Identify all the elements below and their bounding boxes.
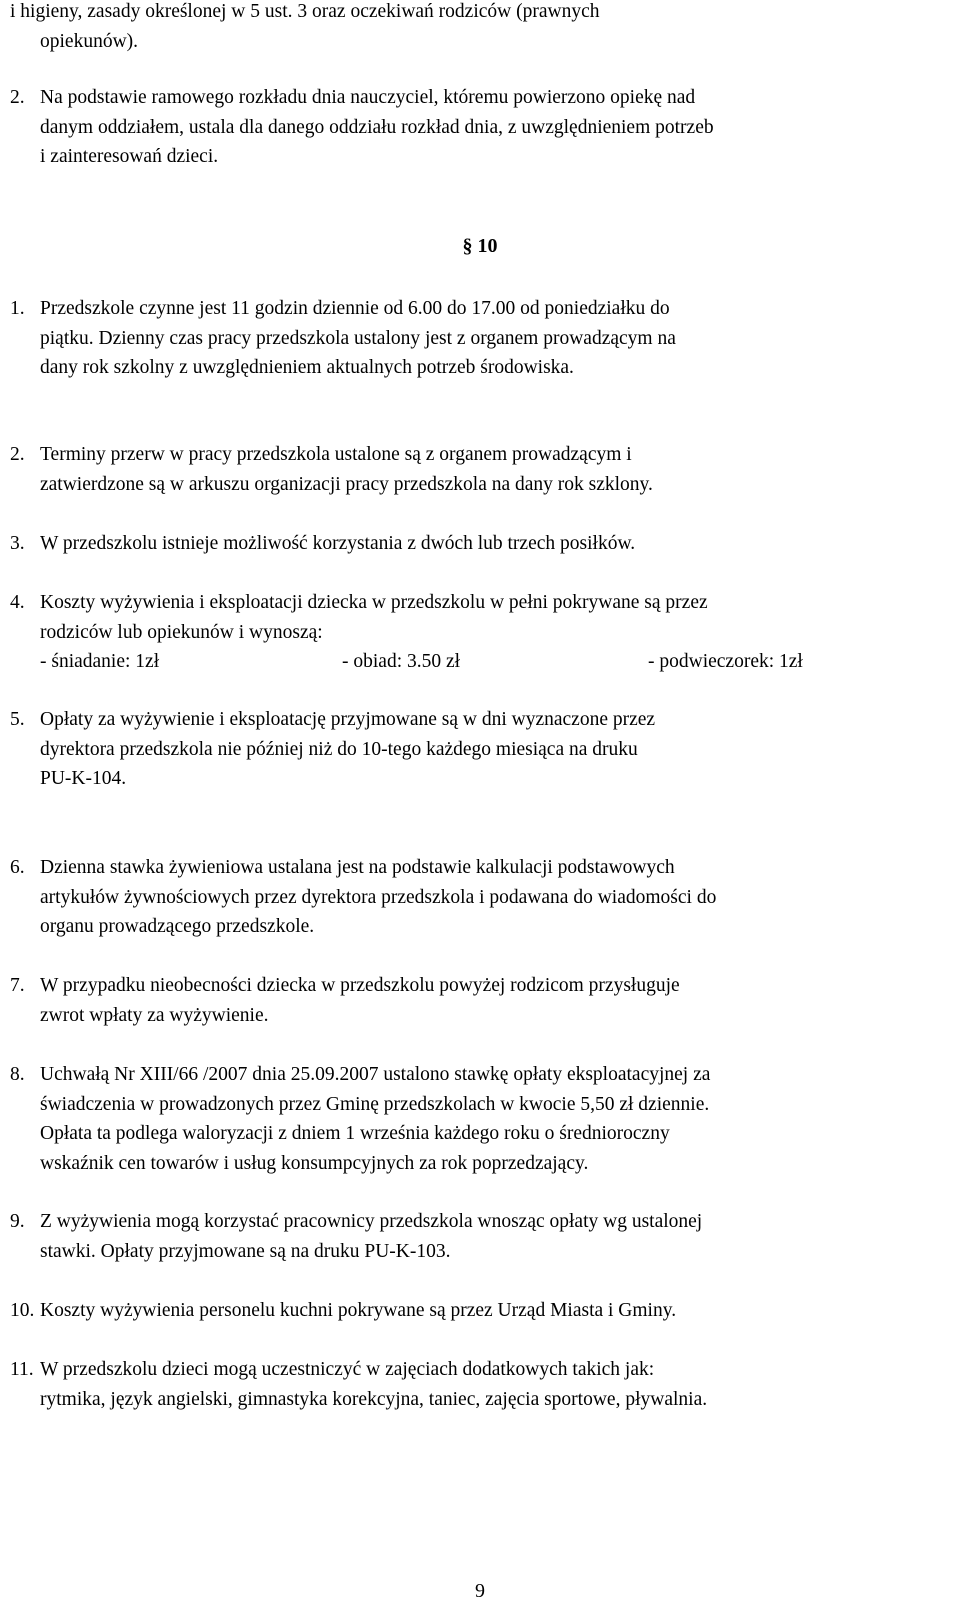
section-sign-icon: §	[462, 235, 473, 257]
text-line: Opłaty za wyżywienie i eksploatację przyjmowane są w dni wyznaczone przez	[40, 709, 656, 730]
meal-breakfast: - śniadanie: 1zł	[40, 651, 160, 672]
text-line: dany rok szkolny z uwzględnieniem aktualnych potrzeb środowiska.	[40, 357, 574, 378]
list-item-11	[10, 1355, 940, 1414]
list-item-10	[10, 1296, 940, 1326]
text-line: stawki. Opłaty przyjmowane są na druku PU-K-103.	[40, 1240, 451, 1262]
meal-lunch: - obiad: 3.50 zł	[342, 651, 461, 672]
text-line: rodziców lub opiekunów i wynoszą:	[40, 621, 323, 643]
continuation-paragraph	[10, 0, 940, 56]
item-number: 10.	[10, 1300, 35, 1321]
item-number: 3.	[10, 533, 25, 554]
text-line: Z wyżywienia mogą korzystać pracownicy przedszkola wnosząc opłaty wg ustalonej	[40, 1211, 703, 1232]
item-number: 5.	[10, 709, 25, 730]
text-line: dyrektora przedszkola nie później niż do 10-tego każdego miesiąca na druku	[40, 738, 638, 760]
text-line: Na podstawie ramowego rozkładu dnia nauczyciel, któremu powierzono opiekę nad	[40, 87, 696, 108]
item-number: 6.	[10, 857, 25, 878]
item-number: 11.	[10, 1359, 34, 1380]
text-line: opiekunów).	[40, 30, 139, 52]
text-line: zwrot wpłaty za wyżywienie.	[40, 1004, 269, 1026]
text-line: organu prowadzącego przedszkole.	[40, 916, 315, 937]
text-line: i zainteresowań dzieci.	[40, 146, 219, 167]
text-line: danym oddziałem, ustala dla danego oddziału rozkład dnia, z uwzględnieniem potrzeb	[40, 116, 714, 138]
list-item-5	[10, 705, 940, 794]
text-line: rytmika, język angielski, gimnastyka korekcyjna, taniec, zajęcia sportowe, pływalnia.	[40, 1388, 708, 1410]
text-line: Przedszkole czynne jest 11 godzin dziennie od 6.00 do 17.00 od poniedziałku do	[40, 298, 670, 319]
text-line: Uchwałą Nr XIII/66 /2007 dnia 25.09.2007 ustalono stawkę opłaty eksploatacyjnej za	[40, 1064, 711, 1085]
text-line: artykułów żywnościowych przez dyrektora przedszkola i podawana do wiadomości do	[40, 886, 717, 908]
text-line: Terminy przerw w pracy przedszkola ustalone są z organem prowadzącym i	[40, 444, 632, 465]
item-number: 2.	[10, 87, 25, 108]
list-item-6	[10, 853, 940, 942]
list-item-4	[10, 588, 940, 677]
text-line: Koszty wyżywienia i eksploatacji dziecka w przedszkolu w pełni pokrywane są przez	[40, 592, 708, 613]
text-line: piątku. Dzienny czas pracy przedszkola ustalony jest z organem prowadzącym na	[40, 327, 676, 349]
text-line: wskaźnik cen towarów i usług konsumpcyjnych za rok poprzedzający.	[40, 1152, 589, 1174]
item-number: 4.	[10, 592, 25, 613]
item-number: 2.	[10, 444, 25, 465]
item-number: 8.	[10, 1064, 25, 1085]
meal-snack: - podwieczorek: 1zł	[648, 651, 803, 672]
text-line: W przedszkolu istnieje możliwość korzystania z dwóch lub trzech posiłków.	[40, 533, 636, 554]
list-item-8	[10, 1060, 940, 1178]
text-line: Koszty wyżywienia personelu kuchni pokrywane są przez Urząd Miasta i Gminy.	[40, 1300, 677, 1321]
meal-prices	[40, 647, 940, 677]
list-item-3	[10, 529, 940, 559]
text-line: Dzienna stawka żywieniowa ustalana jest na podstawie kalkulacji podstawowych	[40, 857, 675, 878]
item-number: 9.	[10, 1211, 25, 1232]
prev-list-item-2	[10, 83, 940, 172]
text-line: zatwierdzone są w arkuszu organizacji pracy przedszkola na dany rok szklony.	[40, 473, 653, 495]
list-item-1	[10, 294, 940, 383]
text-line: Opłata ta podlega waloryzacji z dniem 1 września każdego roku o średnioroczny	[40, 1123, 670, 1144]
list-item-7	[10, 971, 940, 1030]
text-line: W przypadku nieobecności dziecka w przedszkolu powyżej rodzicom przysługuje	[40, 975, 680, 996]
item-number: 7.	[10, 975, 25, 996]
text-line: świadczenia w prowadzonych przez Gminę przedszkolach w kwocie 5,50 zł dziennie.	[40, 1093, 710, 1115]
text-line: W przedszkolu dzieci mogą uczestniczyć w zajęciach dodatkowych takich jak:	[40, 1359, 655, 1380]
page-number: 9	[475, 1580, 485, 1602]
section-heading: § 10	[462, 235, 498, 257]
item-number: 1.	[10, 298, 25, 319]
text-line: PU-K-104.	[40, 768, 127, 789]
text-line: i higieny, zasady określonej w 5 ust. 3 oraz oczekiwań rodziców (prawnych	[10, 1, 600, 22]
list-item-9	[10, 1207, 940, 1266]
list-item-2	[10, 440, 940, 499]
